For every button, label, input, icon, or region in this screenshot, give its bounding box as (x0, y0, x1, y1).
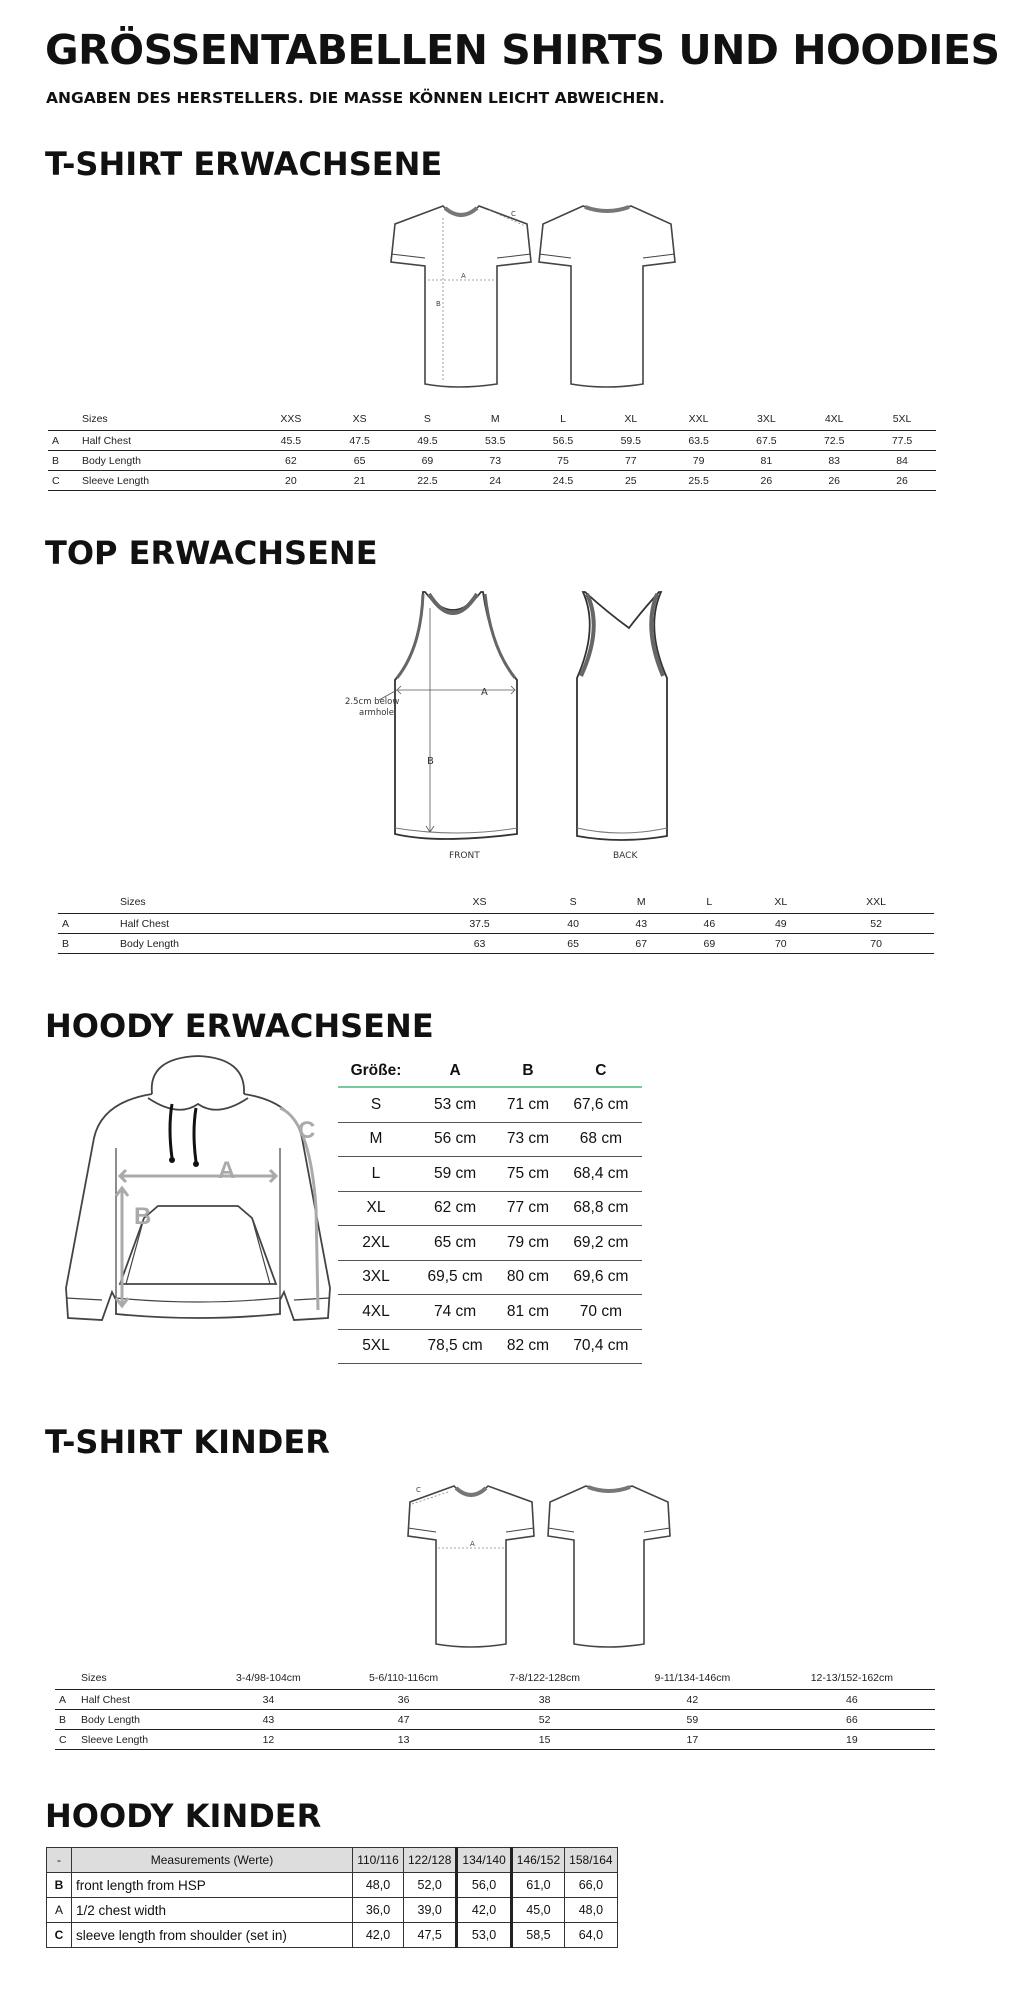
size-header: 122/128 (404, 1848, 457, 1873)
section-title-tshirt-adult: T-SHIRT ERWACHSENE (45, 145, 443, 183)
table-cell: 47,5 (404, 1923, 457, 1948)
table-cell: S (338, 1087, 414, 1122)
table-cell: 2XL (338, 1226, 414, 1261)
table-cell: 38 (538, 1693, 551, 1706)
size-header: 146/152 (511, 1848, 564, 1873)
table-cell: 64,0 (565, 1923, 617, 1948)
table-cell: 72.5 (823, 434, 845, 447)
table-cell: 69 (421, 454, 434, 467)
table-cell: 67.5 (756, 434, 777, 447)
table-cell: 61,0 (511, 1873, 564, 1898)
table-cell: 56.5 (552, 434, 574, 447)
table-cell: 70 (870, 937, 882, 950)
size-header: 9-11/134-146cm (654, 1672, 731, 1684)
back-label: BACK (613, 851, 638, 861)
size-header: S (569, 896, 577, 908)
table-cell: 12 (262, 1733, 275, 1746)
label-b: B (134, 1203, 152, 1230)
table-cell: 68,8 cm (560, 1191, 642, 1226)
armhole-note-line1: 2.5cm below (345, 697, 400, 707)
label-c: C (416, 1486, 421, 1494)
table-cell: 20 (285, 474, 297, 487)
table-cell: 4XL (338, 1295, 414, 1330)
table-cell: 65 (353, 454, 366, 467)
table-cell: 49 (774, 917, 787, 930)
table-row (47, 1898, 618, 1923)
table-cell: 36,0 (353, 1898, 404, 1923)
size-header: S (423, 413, 431, 425)
table-cell: 37.5 (469, 917, 490, 930)
table-cell: 74 cm (414, 1295, 496, 1330)
table-cell: 53 cm (414, 1087, 496, 1122)
row-key: A (52, 434, 60, 447)
table-cell: 71 cm (496, 1087, 560, 1122)
table-cell: 48,0 (565, 1898, 617, 1923)
row-key: C (52, 474, 60, 487)
table-cell: 40 (567, 917, 579, 930)
row-name: Sleeve Length (81, 1733, 149, 1746)
table-row (338, 1295, 642, 1330)
row-key: A (47, 1898, 72, 1923)
table-cell: 67,6 cm (560, 1087, 642, 1122)
row-name: Half Chest (81, 1693, 131, 1706)
table-cell: 26 (896, 474, 908, 487)
table-header-row (338, 1056, 642, 1087)
tshirt-kids-size-table (55, 1667, 935, 1750)
size-header: 158/164 (565, 1848, 617, 1873)
table-cell: 70 cm (560, 1295, 642, 1330)
table-row (338, 1329, 642, 1364)
b-header: B (496, 1056, 560, 1087)
table-cell: 68 cm (560, 1122, 642, 1157)
table-header-row (58, 891, 934, 914)
hoody-kids-size-table (46, 1847, 618, 1948)
table-cell: 49.5 (417, 434, 438, 447)
table-cell: 69,6 cm (560, 1260, 642, 1295)
table-corner (48, 408, 82, 431)
table-cell: 59.5 (620, 434, 642, 447)
table-cell: 59 cm (414, 1157, 496, 1192)
size-header: 3-4/98-104cm (236, 1672, 301, 1684)
row-name: Half Chest (82, 434, 132, 447)
table-cell: 73 cm (496, 1122, 560, 1157)
table-cell: L (338, 1157, 414, 1192)
front-label: FRONT (449, 851, 480, 861)
table-cell: 43 (635, 917, 648, 930)
table-corner: - (47, 1848, 72, 1873)
row-key: B (62, 937, 70, 950)
table-header-row (48, 408, 936, 431)
table-cell: 59 (686, 1713, 699, 1726)
table-cell: 69 (703, 937, 716, 950)
top-adult-illustration (345, 588, 685, 866)
table-row (47, 1923, 618, 1948)
table-cell: 79 (692, 454, 705, 467)
table-row (47, 1873, 618, 1898)
table-cell: XL (338, 1191, 414, 1226)
sizes-header: Sizes (82, 413, 108, 425)
table-cell: 70,4 cm (560, 1329, 642, 1364)
table-cell: 46 (703, 917, 716, 930)
size-header: L (560, 413, 566, 425)
table-cell: 26 (760, 474, 773, 487)
section-title-hoody-kids: HOODY KINDER (45, 1797, 322, 1835)
top-adult-size-table (58, 891, 934, 954)
table-cell: 77.5 (891, 434, 913, 447)
size-header: XXL (866, 896, 887, 908)
row-key: B (47, 1873, 72, 1898)
table-cell: 47.5 (349, 434, 370, 447)
table-corner (55, 1667, 81, 1690)
label-c: C (298, 1117, 316, 1144)
table-cell: 66,0 (565, 1873, 617, 1898)
size-header: 7-8/122-128cm (509, 1672, 580, 1684)
table-row (58, 934, 934, 954)
size-header: 12-13/152-162cm (810, 1672, 894, 1684)
row-key: A (59, 1693, 67, 1706)
label-b: B (436, 300, 441, 308)
table-cell: 21 (353, 474, 366, 487)
table-cell: 25.5 (688, 474, 709, 487)
table-cell: 45,0 (511, 1898, 564, 1923)
table-cell: 79 cm (496, 1226, 560, 1261)
table-cell: 39,0 (404, 1898, 457, 1923)
table-cell: 19 (846, 1733, 858, 1746)
table-cell: 45.5 (280, 434, 302, 447)
table-cell: 65 cm (414, 1226, 496, 1261)
size-header: Größe: (338, 1056, 414, 1087)
row-name: sleeve length from shoulder (set in) (72, 1923, 353, 1948)
table-cell: 3XL (338, 1260, 414, 1295)
table-cell: 36 (397, 1693, 410, 1706)
table-cell: 69,2 cm (560, 1226, 642, 1261)
table-cell: 42 (686, 1693, 699, 1706)
section-title-top-adult: TOP ERWACHSENE (45, 534, 378, 572)
table-row (338, 1191, 642, 1226)
table-cell: 65 (567, 937, 579, 950)
label-a: A (481, 687, 488, 698)
size-header: XXS (280, 413, 302, 425)
table-cell: 56,0 (457, 1873, 511, 1898)
table-cell: 42,0 (457, 1898, 511, 1923)
table-cell: 52 (538, 1713, 551, 1726)
label-c: C (511, 210, 516, 218)
size-header: XL (624, 413, 638, 425)
size-header: 110/116 (353, 1848, 404, 1873)
table-cell: 82 cm (496, 1329, 560, 1364)
table-cell: 34 (262, 1693, 275, 1706)
size-header: M (490, 413, 500, 425)
row-key: A (62, 917, 70, 930)
section-title-hoody-adult: HOODY ERWACHSENE (45, 1007, 434, 1045)
table-cell: 53,0 (457, 1923, 511, 1948)
table-cell: 48,0 (353, 1873, 404, 1898)
table-cell: 17 (686, 1733, 699, 1746)
tshirt-adult-size-table (48, 408, 936, 491)
size-header: XS (472, 896, 487, 908)
row-name: Half Chest (120, 917, 170, 930)
table-row (48, 471, 936, 491)
page-subtitle: ANGABEN DES HERSTELLERS. DIE MASSE KÖNNEN LEICHT ABWEICHEN. (46, 89, 665, 107)
table-cell: 77 cm (496, 1191, 560, 1226)
table-row (338, 1157, 642, 1192)
table-row (48, 431, 936, 451)
size-header: 4XL (824, 413, 844, 425)
table-cell: 81 (760, 454, 773, 467)
row-key: C (59, 1733, 67, 1746)
row-name: front length from HSP (72, 1873, 353, 1898)
table-cell: 63 (473, 937, 486, 950)
size-header: L (706, 896, 713, 908)
label-a: A (470, 1540, 475, 1548)
table-cell: 52 (870, 917, 882, 930)
size-header: XS (352, 413, 367, 425)
table-row (55, 1690, 935, 1710)
table-row (338, 1087, 642, 1122)
table-cell: 69,5 cm (414, 1260, 496, 1295)
table-cell: 68,4 cm (560, 1157, 642, 1192)
table-row (55, 1710, 935, 1730)
size-header: 5-6/110-116cm (369, 1672, 439, 1684)
table-row (55, 1730, 935, 1750)
table-cell: 42,0 (353, 1923, 404, 1948)
table-cell: 52,0 (404, 1873, 457, 1898)
table-cell: 47 (397, 1713, 410, 1726)
row-key: B (52, 454, 60, 467)
table-header-row (55, 1667, 935, 1690)
hoody-adult-size-table (338, 1056, 642, 1364)
row-name: 1/2 chest width (72, 1898, 353, 1923)
table-row (48, 451, 936, 471)
size-header: M (636, 896, 646, 908)
row-name: Body Length (82, 454, 141, 467)
table-cell: 25 (624, 474, 637, 487)
c-header: C (560, 1056, 642, 1087)
table-cell: 75 (557, 454, 569, 467)
table-cell: M (338, 1122, 414, 1157)
table-cell: 24.5 (552, 474, 574, 487)
table-cell: 73 (489, 454, 502, 467)
row-name: Sleeve Length (82, 474, 150, 487)
table-cell: 13 (397, 1733, 410, 1746)
measurements-header: Measurements (Werte) (72, 1848, 353, 1873)
table-cell: 66 (846, 1713, 858, 1726)
table-cell: 62 cm (414, 1191, 496, 1226)
table-cell: 43 (262, 1713, 275, 1726)
size-header: 134/140 (457, 1848, 511, 1873)
size-header: XXL (688, 413, 709, 425)
table-cell: 83 (828, 454, 841, 467)
label-a: A (218, 1157, 236, 1184)
table-row (338, 1122, 642, 1157)
table-cell: 67 (635, 937, 648, 950)
size-header: 3XL (757, 413, 776, 425)
hoody-adult-illustration (48, 1048, 338, 1358)
size-header: XL (774, 896, 788, 908)
table-cell: 63.5 (688, 434, 709, 447)
table-header-row (47, 1848, 618, 1873)
size-header: 5XL (892, 413, 912, 425)
table-cell: 80 cm (496, 1260, 560, 1295)
sizes-header: Sizes (81, 1672, 107, 1684)
table-cell: 70 (774, 937, 787, 950)
row-name: Body Length (81, 1713, 140, 1726)
section-title-tshirt-kids: T-SHIRT KINDER (45, 1423, 330, 1461)
table-cell: 5XL (338, 1329, 414, 1364)
page-title: GRÖSSENTABELLEN SHIRTS UND HOODIES (45, 26, 1000, 74)
table-cell: 75 cm (496, 1157, 560, 1192)
row-name: Body Length (120, 937, 179, 950)
table-cell: 22.5 (417, 474, 438, 487)
label-b: B (427, 756, 434, 767)
table-cell: 81 cm (496, 1295, 560, 1330)
table-cell: 62 (285, 454, 297, 467)
table-row (58, 914, 934, 934)
table-cell: 26 (828, 474, 841, 487)
table-corner (58, 891, 120, 914)
table-cell: 46 (846, 1693, 858, 1706)
table-cell: 15 (538, 1733, 551, 1746)
table-cell: 24 (489, 474, 502, 487)
a-header: A (414, 1056, 496, 1087)
tshirt-adult-illustration (385, 198, 695, 394)
table-cell: 84 (896, 454, 908, 467)
table-row (338, 1260, 642, 1295)
sizes-header: Sizes (120, 896, 146, 908)
label-a: A (461, 272, 466, 280)
row-key: C (47, 1923, 72, 1948)
armhole-note-line2: armhole (359, 708, 395, 718)
table-cell: 77 (624, 454, 637, 467)
table-cell: 58,5 (511, 1923, 564, 1948)
row-key: B (59, 1713, 67, 1726)
tshirt-kids-illustration (400, 1478, 690, 1648)
table-cell: 53.5 (484, 434, 506, 447)
table-row (338, 1226, 642, 1261)
table-cell: 78,5 cm (414, 1329, 496, 1364)
table-cell: 56 cm (414, 1122, 496, 1157)
